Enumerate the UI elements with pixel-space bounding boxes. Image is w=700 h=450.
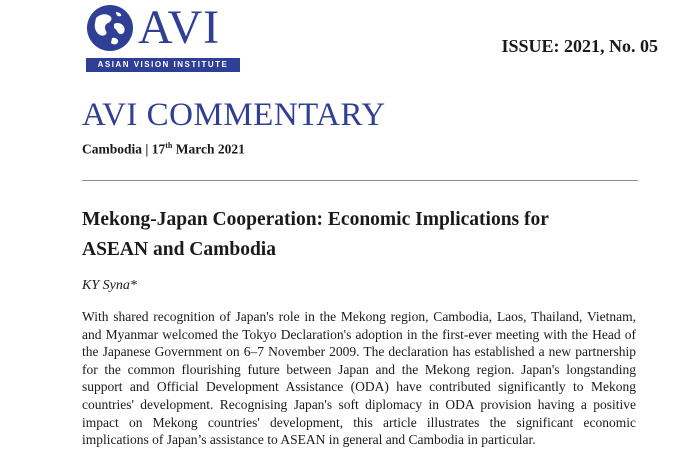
- avi-logo: [86, 1, 240, 72]
- issue-number: ISSUE: 2021, No. 05: [501, 36, 658, 56]
- series-title: AVI COMMENTARY: [82, 97, 386, 133]
- header-divider: [82, 180, 638, 181]
- article-author: KY Syna*: [82, 278, 137, 293]
- dateline: [82, 141, 245, 158]
- dateline-place: Cambodia: [82, 141, 143, 157]
- logo-tagline: ASIAN VISION INSTITUTE: [86, 58, 240, 72]
- article-title: Mekong-Japan Cooperation: Economic Implications for ASEAN and Cambodia: [82, 209, 549, 260]
- dateline-day-suffix: th: [165, 141, 173, 150]
- article-body: With shared recognition of Japan's role in the Mekong region, Cambodia, Laos, Thailand, Vietnam, and Myanmar welcomed the Tokyo Declaration's adoption in the first-ever meeting with the Head of the Japanese Government on 6–7 November 2009. The declaration has established a new partnership for the common flourishing future between Japan and the Mekong region. Japan's longstanding support and Official Development Assistance (ODA) have contributed significantly to Mekong countries' development. Recognising Japan's soft diplomacy in ODA provision having a positive impact on Mekong countries' development, this article illustrates the significant economic implications of Japan’s assistance to ASEAN in general and Cambodia in particular.: [82, 309, 636, 448]
- dateline-month-year: March 2021: [172, 141, 245, 157]
- globe-icon: [86, 4, 134, 52]
- dateline-separator: |: [142, 141, 152, 157]
- logo-wordmark: AVI: [138, 1, 221, 54]
- dateline-day: 17: [151, 141, 166, 157]
